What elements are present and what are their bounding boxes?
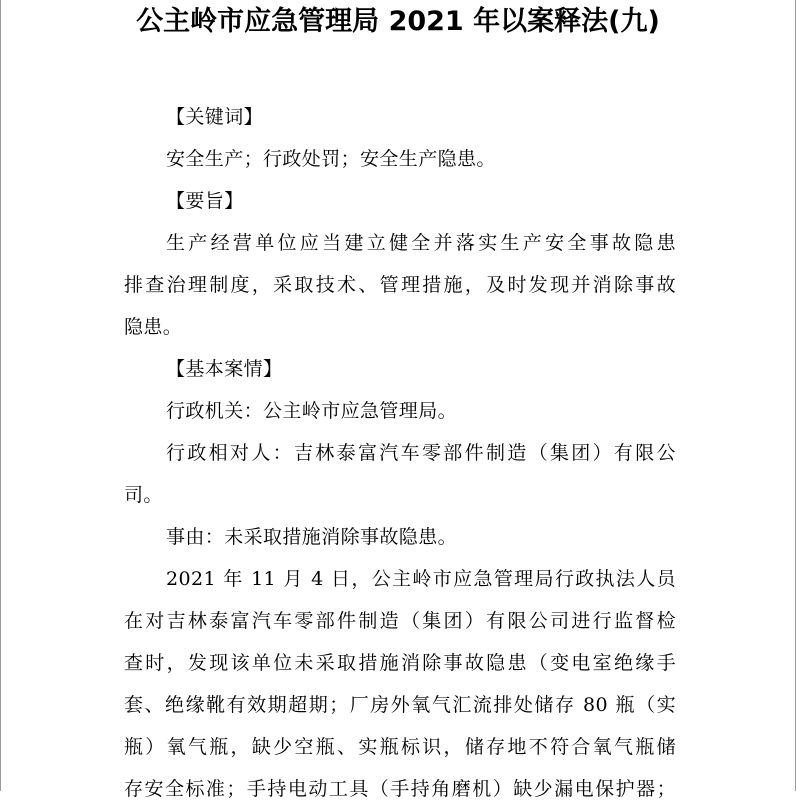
paragraph-line: 在对吉林泰富汽车零部件制造（集团）有限公司进行监督检	[124, 610, 676, 632]
paragraph-line: 排查治理制度，采取技术、管理措施，及时发现并消除事故	[124, 274, 676, 296]
paragraph-line: 存安全标准；手持电动工具（手持角磨机）缺少漏电保护器；	[124, 778, 676, 800]
document-title: 公主岭市应急管理局 2021 年以案释法(九)	[136, 6, 660, 37]
section-heading-keywords: 【关键词】	[166, 106, 264, 128]
section-heading-basic-facts: 【基本案情】	[166, 358, 283, 380]
page-border-left	[0, 0, 1, 791]
paragraph-line: 隐患。	[124, 316, 183, 338]
paragraph-line: 事由：未采取措施消除事故隐患。	[166, 526, 458, 548]
section-heading-summary: 【要旨】	[166, 190, 244, 212]
document-body	[124, 96, 676, 810]
paragraph-line: 瓶）氧气瓶，缺少空瓶、实瓶标识，储存地不符合氧气瓶储	[124, 736, 676, 758]
paragraph-line: 套、绝缘靴有效期超期；厂房外氧气汇流排处储存 80 瓶（实	[124, 694, 676, 716]
paragraph-line: 安全生产；行政处罚；安全生产隐患。	[166, 148, 496, 170]
paragraph-line: 2021 年 11 月 4 日，公主岭市应急管理局行政执法人员	[166, 568, 676, 590]
paragraph-line: 查时，发现该单位未采取措施消除事故隐患（变电室绝缘手	[124, 652, 676, 674]
paragraph-line: 行政机关：公主岭市应急管理局。	[166, 400, 458, 422]
paragraph-line: 司。	[124, 484, 163, 506]
paragraph-line: 行政相对人：吉林泰富汽车零部件制造（集团）有限公	[166, 442, 676, 464]
paragraph-line: 生产经营单位应当建立健全并落实生产安全事故隐患	[166, 232, 676, 254]
